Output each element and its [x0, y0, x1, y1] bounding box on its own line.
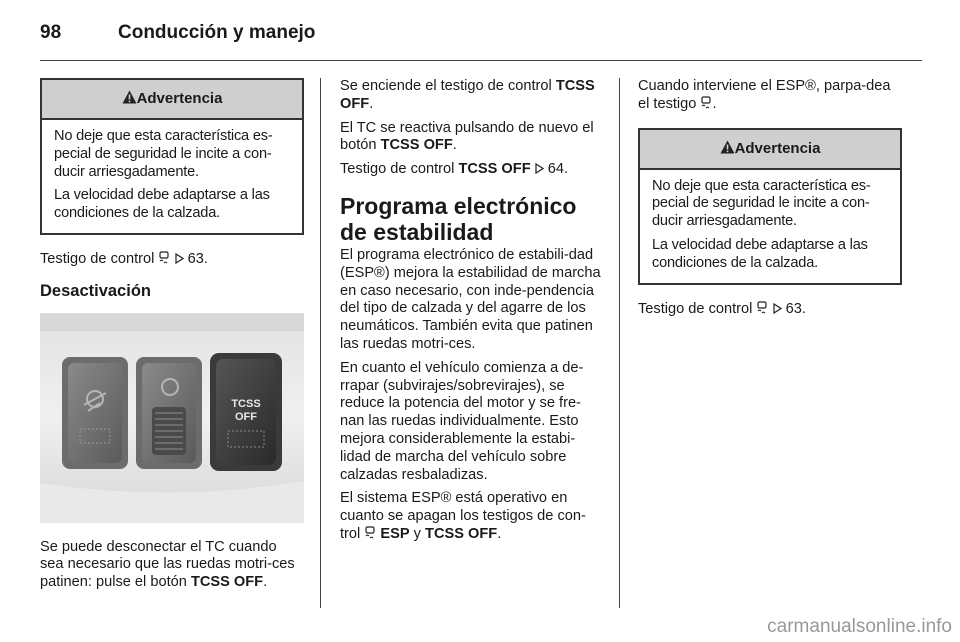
page-title: Conducción y manejo — [118, 22, 316, 43]
photo-label-tcss: TCSS — [231, 397, 261, 410]
paragraph-5: En cuanto el vehículo comienza a de-rrapar (subvirajes/sobrevirajes), se reduce la potencia del motor y se fre-nan las ruedas individualmente. Esto mejora considerablemente la estabi-lidad de marcha del vehículo sobre calzadas resbaladizas. — [340, 359, 584, 483]
testigo-page-ref: 63. — [785, 300, 806, 317]
paragraph-6 — [340, 490, 602, 543]
desactivacion-paragraph — [40, 539, 304, 592]
warning-text-2: La velocidad debe adaptarse a las condiciones de la calzada. — [54, 187, 270, 222]
testigo-line — [638, 301, 902, 319]
p1-end: . — [712, 95, 717, 112]
warning-box — [40, 78, 304, 235]
esp-bold: ESP — [380, 525, 410, 542]
tcss-off-bold: TCSS OFF — [190, 574, 264, 591]
p3-text: Testigo de control — [340, 161, 455, 178]
warning-text-1: No deje que esta característica es-pecial de seguridad le incite a con-ducir arriesgadamente. — [54, 128, 273, 180]
paragraph-esp-intervene — [638, 78, 902, 114]
photo-label-off: OFF — [235, 410, 257, 423]
column-1 — [40, 78, 304, 598]
switch-panel-photo — [40, 313, 304, 523]
skid-car-icon — [700, 96, 712, 114]
warning-header — [640, 130, 900, 170]
p1-bold: TCSS OFF — [340, 78, 595, 112]
warning-triangle-icon — [122, 80, 137, 118]
paragraph-3 — [340, 161, 602, 179]
p2-text: El TC se reactiva pulsando de nuevo el botón — [340, 119, 594, 154]
testigo-line — [40, 251, 304, 269]
warning-header — [42, 80, 302, 120]
testigo-label: Testigo de control — [40, 250, 155, 267]
testigo-page-ref: 63. — [187, 250, 208, 267]
p2-end: . — [452, 137, 457, 154]
paragraph-4: El programa electrónico de estabili-dad (ESP®) mejora la estabilidad de marcha en caso necesario, con inde-pendencia del tipo de calzada y del agarre de los neumáticos. También evita que patinen las ruedas motri-ces. — [340, 246, 601, 352]
section-heading-desactivacion: Desactivación — [40, 281, 151, 300]
warning-text-2: La velocidad debe adaptarse a las condiciones de la calzada. — [652, 236, 868, 271]
header-rule — [40, 60, 922, 61]
paragraph-2 — [340, 120, 602, 156]
p1-text: Cuando interviene el ESP®, parpa-dea el testigo — [638, 78, 891, 112]
para-end: . — [263, 574, 268, 591]
warning-triangle-icon — [720, 130, 735, 168]
p6-mid: y — [413, 525, 421, 542]
column-divider-1 — [320, 78, 321, 608]
p2-bold: TCSS OFF — [380, 137, 453, 154]
para-text: Se puede desconectar el TC cuando sea necesario que las ruedas motri-ces patinen: pulse el botón — [40, 538, 295, 591]
p1-text: Se enciende el testigo de control — [340, 78, 552, 94]
p3-bold: TCSS OFF — [458, 161, 531, 178]
warning-box — [638, 128, 902, 285]
tcss-off-bold: TCSS OFF — [425, 525, 498, 542]
column-3 — [638, 78, 902, 324]
skid-car-icon — [756, 301, 768, 319]
warning-title: Advertencia — [734, 139, 821, 157]
p6-end: . — [497, 525, 502, 542]
paragraph-1 — [340, 78, 602, 114]
column-2 — [340, 78, 602, 550]
page-number: 98 — [40, 22, 62, 43]
column-divider-2 — [619, 78, 620, 608]
p6-text: El sistema ESP® está operativo en cuanto se apagan los testigos de con-trol — [340, 490, 586, 542]
warning-text-1: No deje que esta característica es-pecial de seguridad le incite a con-ducir arriesgadamente. — [652, 177, 871, 230]
skid-car-icon — [364, 526, 376, 544]
warning-title: Advertencia — [136, 90, 223, 107]
arrow-ref-icon — [175, 251, 184, 269]
watermark: carmanualsonline.info — [767, 616, 952, 637]
arrow-ref-icon — [773, 301, 782, 319]
skid-car-icon — [158, 251, 170, 269]
p1-end: . — [369, 95, 374, 112]
section-heading-esp: Programa electrónico de estabilidad — [340, 192, 577, 245]
page-header — [40, 22, 315, 44]
p3-page-ref: 64. — [547, 161, 569, 178]
arrow-ref-icon — [535, 161, 544, 179]
testigo-label: Testigo de control — [638, 300, 753, 317]
